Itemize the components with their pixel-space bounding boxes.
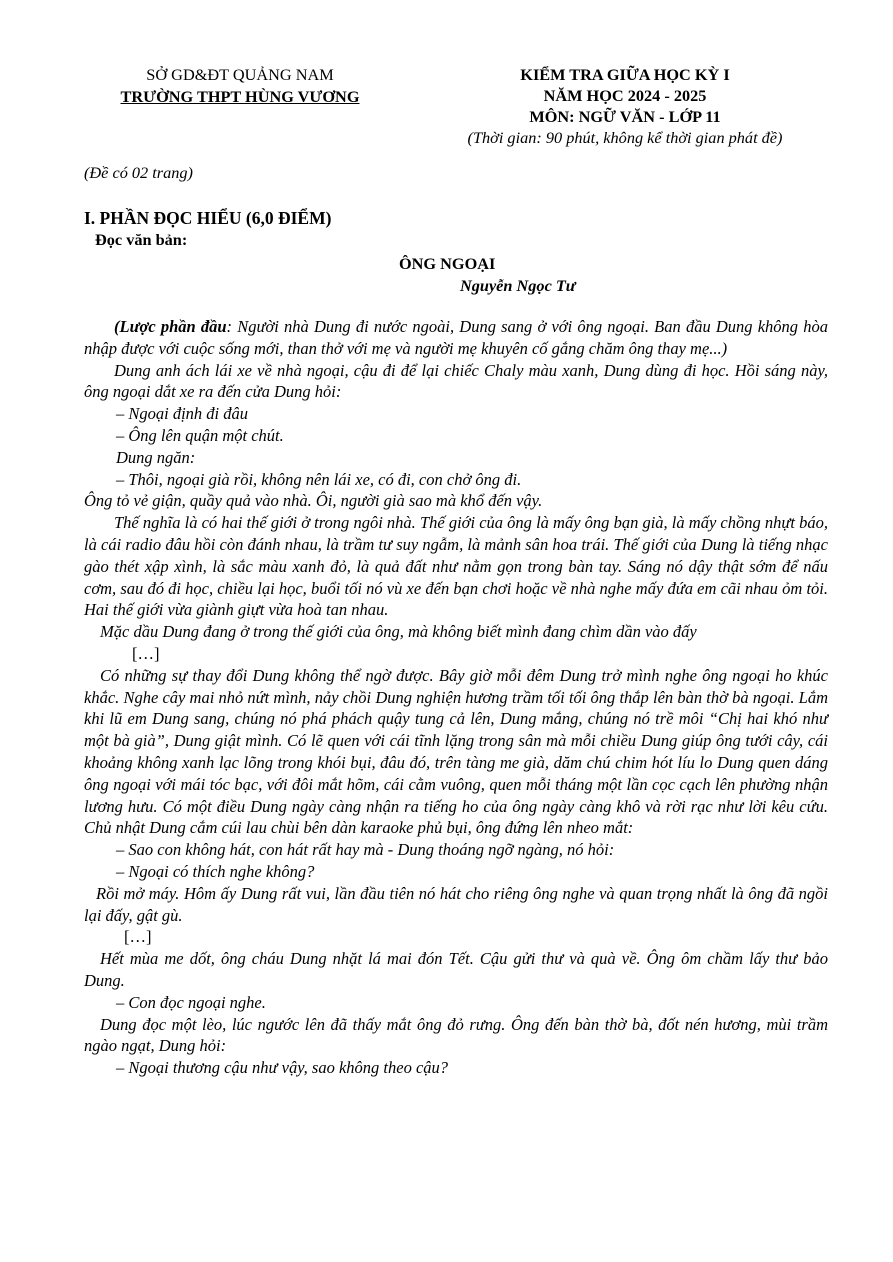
page-count-note: (Đề có 02 trang)	[84, 163, 193, 182]
department-name: SỞ GD&ĐT QUẢNG NAM	[146, 65, 334, 84]
section-title: I. PHẦN ĐỌC HIỂU (6,0 ĐIỂM)	[84, 208, 332, 228]
passage-paragraph: Dung đọc một lèo, lúc ngước lên đã thấy mắt ông đỏ rưng. Ông đến bàn thờ bà, đốt nén hương, mùi trầm ngào ngạt, Dung hỏi:	[84, 1014, 828, 1056]
summary-label: (Lược phần đầu	[114, 317, 227, 336]
dialogue-line: – Ngoại có thích nghe không?	[116, 861, 315, 881]
summary-text: : Người nhà Dung đi nước ngoài, Dung sang ở với ông ngoại. Ban đầu Dung không hòa nhập được với cuộc sống mới, than thở với mẹ và người mẹ khuyên cố gắng chăm ông thay mẹ...)	[84, 317, 828, 358]
dialogue-line: Dung ngăn:	[116, 447, 196, 467]
passage-body	[84, 316, 828, 1079]
passage-paragraph: Rồi mở máy. Hôm ấy Dung rất vui, lần đầu tiên nó hát cho riêng ông nghe và quan trọng nhất là ông đã ngồi lại đấy, gật gù.	[84, 883, 828, 925]
passage-title: ÔNG NGOẠI	[399, 254, 496, 273]
header-right	[425, 64, 825, 148]
passage-paragraph: Mặc dầu Dung đang ở trong thế giới của ông, mà không biết mình đang chìm dần vào đấy	[100, 622, 697, 642]
dialogue-line: – Ngoại thương cậu như vậy, sao không theo cậu?	[116, 1058, 449, 1078]
passage-paragraph: Có những sự thay đổi Dung không thể ngờ được. Bây giờ mỗi đêm Dung trở mình nghe ông ngoại ho khúc khắc. Nghe cây mai nhỏ nứt mình, nảy chồi Dung nghiện hương trầm tối tối ông thắp lên bàn thờ bà ngoại. Lắm khi lũ em Dung sang, chúng nó phá phách quậy tung cả lên, Dung mắng, chúng nó trề môi “Chị hai khó như một bà già”, Dung giật mình. Có lẽ quen với cái tĩnh lặng trong sân mà mỗi chiều Dung giúp ông tưới cây, cái khoảng không xanh lạc lõng trong khói bụi, đâu đó, trên tàng me già, dăm chú chim hót líu lo Dung quen dáng ông ngoại với mái tóc bạc, với đôi mắt hõm, cái cằm vuông, quen mỗi tháng một lần cọc cạch lên phường nhận lương hưu. Có một điều Dung ngày càng nhận ra tiếng ho của ông ngày càng khô và rời rạc như lời kêu cứu. Chủ nhật Dung cắm cúi lau chùi bên dàn karaoke phủ bụi, ông đứng lên nheo mắt:	[84, 665, 828, 838]
exam-title: KIỂM TRA GIỮA HỌC KỲ I	[520, 65, 730, 84]
time-note: (Thời gian: 90 phút, không kể thời gian phát đề)	[467, 128, 783, 147]
dialogue-line: – Con đọc ngoại nghe.	[116, 992, 266, 1012]
school-name: TRƯỜNG THPT HÙNG VƯƠNG	[120, 87, 360, 106]
passage-paragraph: Dung anh ách lái xe về nhà ngoại, cậu đi để lại chiếc Chaly màu xanh, Dung dùng đi học. Hồi sáng này, ông ngoại dắt xe ra đến cửa Dung hỏi:	[84, 360, 828, 402]
passage-paragraph: Thế nghĩa là có hai thế giới ở trong ngôi nhà. Thế giới của ông là mấy ông bạn già, là mấy chồng nhựt báo, là cái radio đâu hồi còn đánh nhau, là trầm tư suy ngẫm, là mảnh sân hoa trái. Thế giới của Dung là tiếng nhạc gào thét xập xình, là sắc màu xanh đỏ, là quả đất như nằm gọn trong bàn tay. Sáng nó dậy thật sớm để nấu cơm, sau đó đi học, chiều lại học, buổi tối nó vù xe đến bạn chơi hoặc về nhà nghe mấy đứa em cãi nhau ỏm tỏi. Hai thế giới vừa giành giựt vừa hoà tan nhau.	[84, 513, 828, 620]
summary-paragraph	[84, 316, 828, 360]
dialogue-line: – Sao con không hát, con hát rất hay mà - Dung thoáng ngỡ ngàng, nó hỏi:	[116, 840, 615, 860]
header-left	[84, 64, 396, 108]
school-year: NĂM HỌC 2024 - 2025	[543, 86, 707, 105]
passage-paragraph: Ông tỏ vẻ giận, quầy quả vào nhà. Ôi, người già sao mà khổ đến vậy.	[84, 491, 543, 511]
ellipsis-marker: […]	[132, 643, 160, 663]
passage-author: Nguyễn Ngọc Tư	[460, 276, 576, 295]
passage-paragraph: Hết mùa me dốt, ông cháu Dung nhặt lá mai đón Tết. Cậu gửi thư và quà về. Ông ôm chầm lấy thư bảo Dung.	[84, 949, 828, 990]
dialogue-line: – Thôi, ngoại già rồi, không nên lái xe, có đi, con chở ông đi.	[116, 469, 522, 489]
reading-instruction: Đọc văn bản:	[95, 230, 188, 249]
subject-line: MÔN: NGỮ VĂN - LỚP 11	[529, 107, 721, 126]
ellipsis-marker: […]	[124, 927, 152, 947]
dialogue-line: – Ông lên quận một chút.	[116, 425, 284, 445]
dialogue-line: – Ngoại định đi đâu	[116, 404, 249, 424]
